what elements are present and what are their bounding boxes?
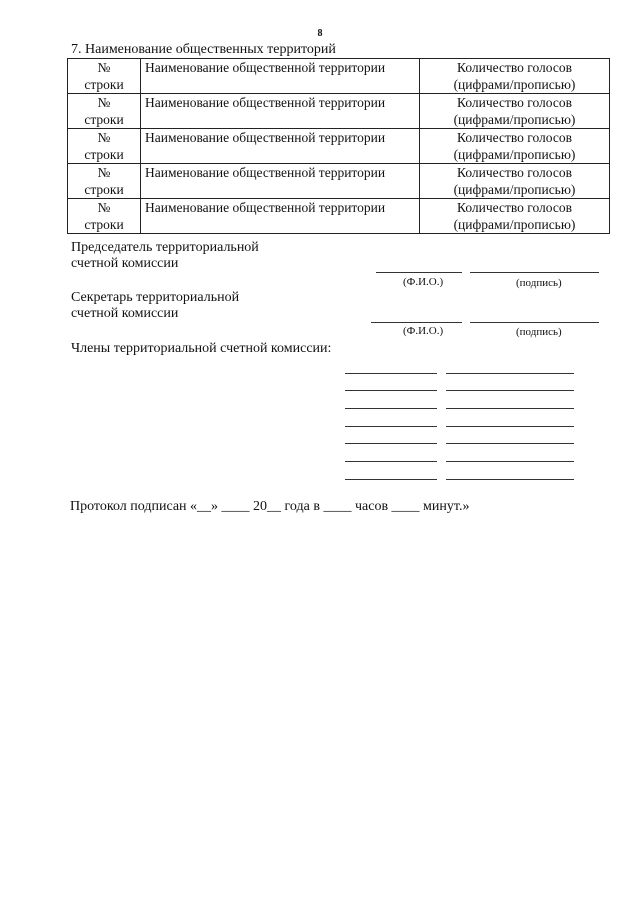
territory-name-cell: Наименование общественной территории xyxy=(141,94,420,129)
member-fio-line xyxy=(345,443,437,444)
secretary-signature-caption: (подпись) xyxy=(516,326,562,338)
member-fio-line xyxy=(345,373,437,374)
votes-cell: Количество голосов (цифрами/прописью) xyxy=(420,129,610,164)
member-signature-line xyxy=(446,390,574,391)
chairman-signature-caption: (подпись) xyxy=(516,277,562,289)
votes-cell: Количество голосов (цифрами/прописью) xyxy=(420,59,610,94)
row-number-cell: № строки xyxy=(68,164,141,199)
secretary-label: Секретарь территориальной счетной комиссии xyxy=(71,290,240,321)
row-number-cell: № строки xyxy=(68,129,141,164)
table-row xyxy=(68,129,610,164)
secretary-fio-line xyxy=(371,322,462,323)
territory-name-cell: Наименование общественной территории xyxy=(141,199,420,234)
secretary-fio-caption: (Ф.И.О.) xyxy=(403,325,444,337)
section-title: 7. Наименование общественных территорий xyxy=(71,42,336,57)
territory-name-cell: Наименование общественной территории xyxy=(141,129,420,164)
votes-cell: Количество голосов (цифрами/прописью) xyxy=(420,94,610,129)
members-label: Члены территориальной счетной комиссии: xyxy=(71,341,332,356)
member-fio-line xyxy=(345,426,437,427)
member-signature-line xyxy=(446,408,574,409)
territories-table xyxy=(67,58,610,234)
member-signature-line xyxy=(446,373,574,374)
chairman-fio-caption: (Ф.И.О.) xyxy=(403,276,444,288)
table-row xyxy=(68,94,610,129)
member-fio-line xyxy=(345,461,437,462)
member-signature-line xyxy=(446,443,574,444)
territory-name-cell: Наименование общественной территории xyxy=(141,59,420,94)
member-signature-line xyxy=(446,479,574,480)
protocol-signed-text: Протокол подписан «__» ____ 20__ года в ____ часов ____ минут.» xyxy=(70,499,470,514)
territory-name-cell: Наименование общественной территории xyxy=(141,164,420,199)
member-fio-line xyxy=(345,408,437,409)
member-signature-line xyxy=(446,461,574,462)
row-number-cell: № строки xyxy=(68,59,141,94)
table-row xyxy=(68,59,610,94)
page-number: 8 xyxy=(317,28,323,39)
votes-cell: Количество голосов (цифрами/прописью) xyxy=(420,199,610,234)
chairman-signature-line xyxy=(470,272,599,273)
member-fio-line xyxy=(345,390,437,391)
table-row xyxy=(68,199,610,234)
row-number-cell: № строки xyxy=(68,199,141,234)
member-signature-line xyxy=(446,426,574,427)
member-fio-line xyxy=(345,479,437,480)
chairman-fio-line xyxy=(376,272,462,273)
row-number-cell: № строки xyxy=(68,94,141,129)
secretary-signature-line xyxy=(470,322,599,323)
table-row xyxy=(68,164,610,199)
votes-cell: Количество голосов (цифрами/прописью) xyxy=(420,164,610,199)
chairman-label: Председатель территориальной счетной комиссии xyxy=(71,240,259,271)
